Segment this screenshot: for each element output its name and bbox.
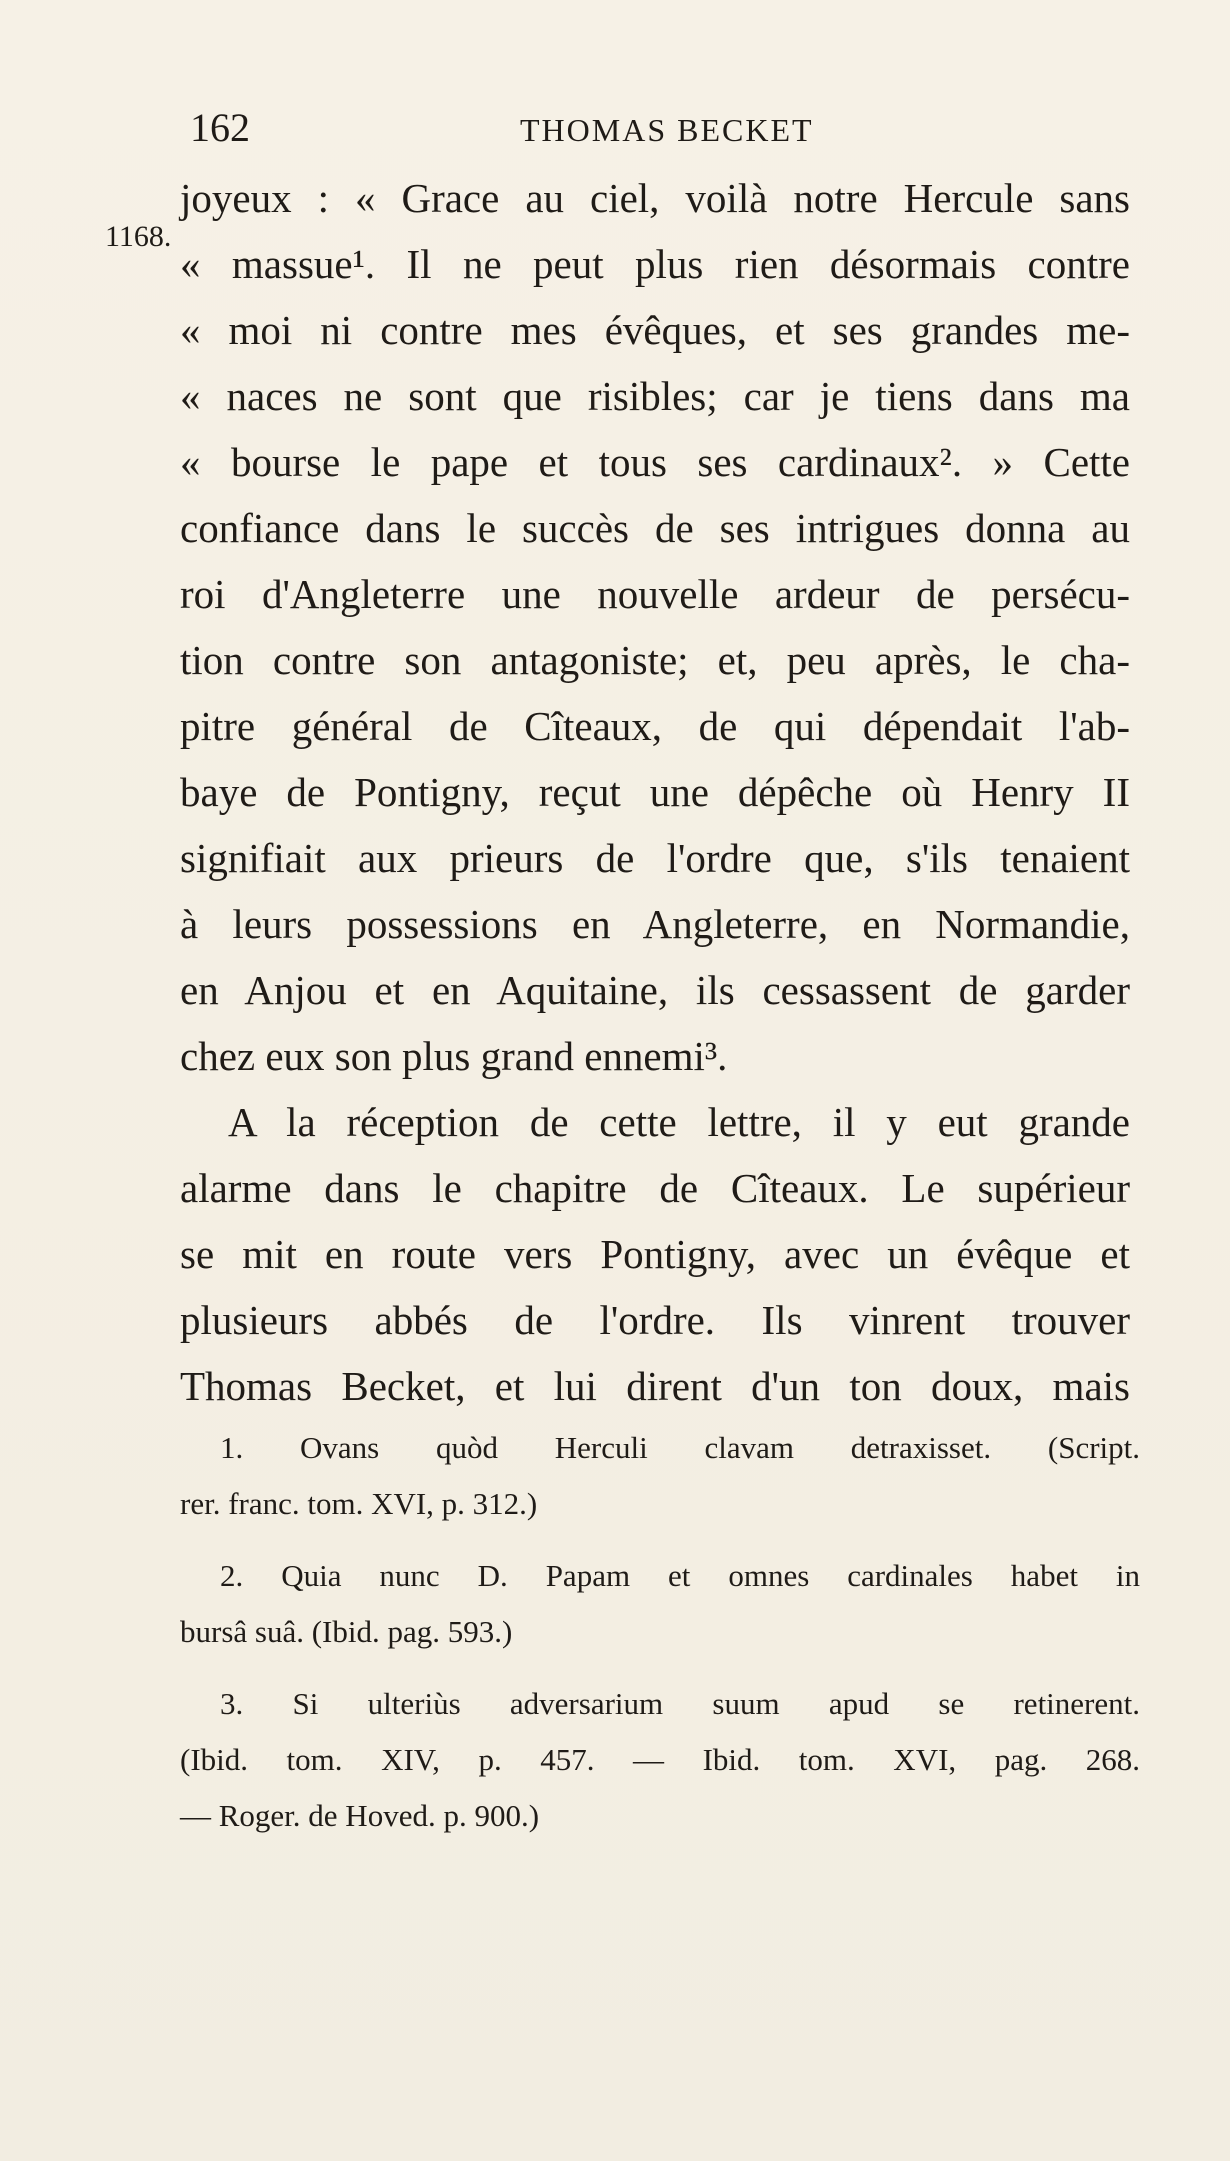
running-title: THOMAS BECKET <box>520 112 814 148</box>
text-line: signifiait aux prieurs de l'ordre que, s'ils tenaient <box>180 835 1130 881</box>
page-number: 162 <box>190 105 250 150</box>
text-line: se mit en route vers Pontigny, avec un évêque et <box>180 1231 1130 1277</box>
footnote-1 <box>180 1420 1140 1532</box>
text-line: roi d'Angleterre une nouvelle ardeur de persécu- <box>180 571 1130 617</box>
text-line: tion contre son antagoniste; et, peu après, le cha- <box>180 637 1130 683</box>
text-line: « moi ni contre mes évêques, et ses grandes me- <box>180 307 1130 353</box>
text-line: chez eux son plus grand ennemi³. <box>180 1033 728 1079</box>
text-line: pitre général de Cîteaux, de qui dépendait l'ab- <box>180 703 1130 749</box>
text-line: « bourse le pape et tous ses cardinaux². » Cette <box>180 439 1130 485</box>
running-head <box>0 105 1230 150</box>
margin-year-note: 1168. <box>105 220 172 253</box>
footnote-line: bursâ suâ. (Ibid. pag. 593.) <box>180 1614 513 1649</box>
footnote-line: 2. Quia nunc D. Papam et omnes cardinales habet in <box>220 1558 1140 1593</box>
footnote-line: 1. Ovans quòd Herculi clavam detraxisset. (Script. <box>220 1430 1140 1465</box>
text-line: plusieurs abbés de l'ordre. Ils vinrent trouver <box>180 1297 1130 1343</box>
text-line: « naces ne sont que risibles; car je tiens dans ma <box>180 373 1130 419</box>
footnote-line: — Roger. de Hoved. p. 900.) <box>180 1798 540 1833</box>
text-line: joyeux : « Grace au ciel, voilà notre Hercule sans <box>180 175 1130 221</box>
text-line: alarme dans le chapitre de Cîteaux. Le supérieur <box>180 1165 1130 1211</box>
footnote-3 <box>180 1676 1140 1844</box>
text-line: confiance dans le succès de ses intrigues donna au <box>180 505 1130 551</box>
text-line: baye de Pontigny, reçut une dépêche où Henry II <box>180 769 1130 815</box>
text-line: Thomas Becket, et lui dirent d'un ton doux, mais <box>180 1363 1130 1409</box>
body-text <box>180 165 1130 1419</box>
text-line: à leurs possessions en Angleterre, en Normandie, <box>180 901 1130 947</box>
text-line: A la réception de cette lettre, il y eut grande <box>228 1099 1130 1145</box>
text-line: en Anjou et en Aquitaine, ils cessassent de garder <box>180 967 1130 1013</box>
footnote-line: 3. Si ulteriùs adversarium suum apud se retinerent. <box>220 1686 1140 1721</box>
footnote-line: rer. franc. tom. XVI, p. 312.) <box>180 1486 538 1521</box>
text-line: « massue¹. Il ne peut plus rien désormais contre <box>180 241 1130 287</box>
footnote-2 <box>180 1548 1140 1660</box>
footnotes <box>180 1420 1140 1844</box>
footnote-line: (Ibid. tom. XIV, p. 457. — Ibid. tom. XVI, pag. 268. <box>180 1742 1140 1777</box>
